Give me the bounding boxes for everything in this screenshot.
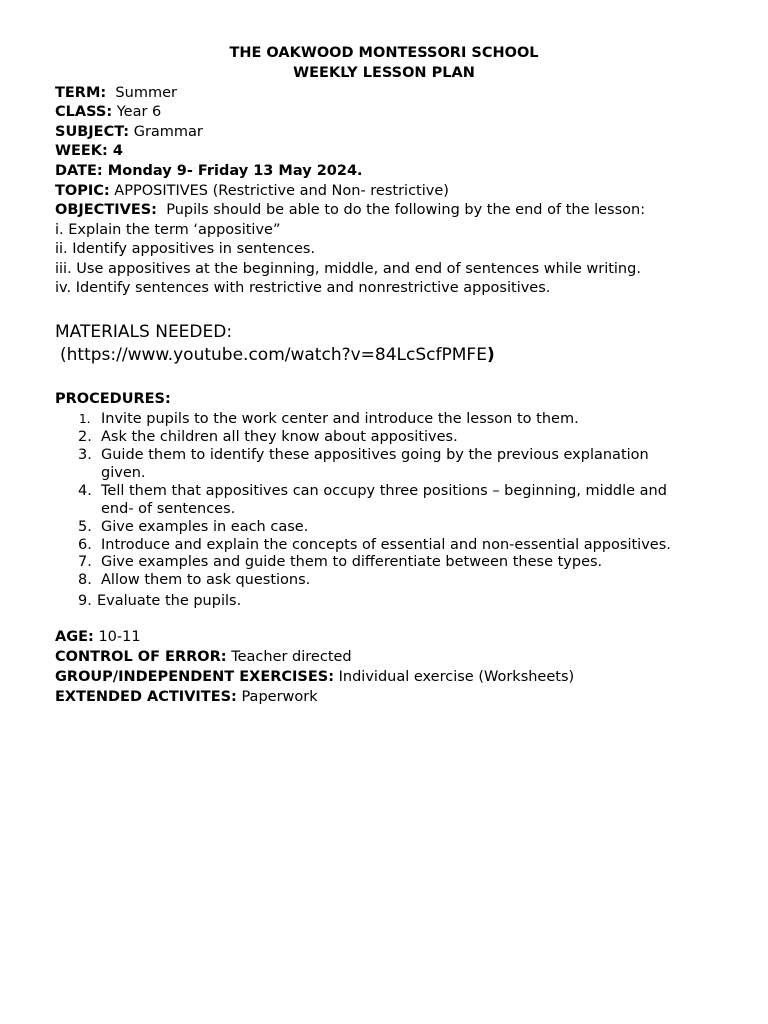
procedures-label: PROCEDURES: xyxy=(55,391,171,407)
group-label: GROUP/INDEPENDENT EXERCISES: xyxy=(55,669,335,685)
term-value: Summer xyxy=(115,85,177,101)
subject-value: Grammar xyxy=(133,124,203,140)
procedure-number: 3. xyxy=(78,447,92,463)
topic-row xyxy=(55,182,449,200)
control-value: Teacher directed xyxy=(231,649,352,665)
group-value: Individual exercise (Worksheets) xyxy=(338,669,575,685)
materials-close-paren: ) xyxy=(486,345,495,365)
objectives-value: Pupils should be able to do the following by the end of the lesson: xyxy=(166,202,646,218)
week-value: 4 xyxy=(112,143,123,159)
subject-label: SUBJECT: xyxy=(55,124,130,140)
extended-label: EXTENDED ACTIVITES: xyxy=(55,689,237,705)
procedure-number: 1. xyxy=(79,412,91,426)
class-label: CLASS: xyxy=(55,104,113,120)
topic-label: TOPIC: xyxy=(55,183,110,199)
week-label: WEEK: xyxy=(55,143,108,159)
term-row xyxy=(55,84,177,102)
extended-value: Paperwork xyxy=(241,689,318,705)
objective-item: ii. Identify appositives in sentences. xyxy=(55,241,316,257)
procedure-number: 7. xyxy=(78,554,92,570)
procedure-text: Evaluate the pupils. xyxy=(97,593,242,609)
procedure-text: Give examples and guide them to differentiate between these types. xyxy=(101,554,603,570)
objectives-row xyxy=(55,201,645,219)
materials-label: MATERIALS NEEDED: xyxy=(55,322,233,342)
procedure-number: 5. xyxy=(78,519,92,535)
procedure-number: 6. xyxy=(78,537,92,553)
date-row xyxy=(55,162,363,180)
objective-item: i. Explain the term ‘appositive” xyxy=(55,222,281,238)
materials-link-row xyxy=(60,344,495,366)
procedure-text-continued: given. xyxy=(101,465,146,481)
procedure-text: Guide them to identify these appositives going by the previous explanation xyxy=(101,447,649,463)
age-value: 10-11 xyxy=(98,629,141,645)
topic-value: APPOSITIVES (Restrictive and Non- restrictive) xyxy=(114,183,449,199)
date-value: Monday 9- Friday 13 May 2024. xyxy=(107,163,363,179)
procedure-text-continued: end- of sentences. xyxy=(101,501,236,517)
materials-link[interactable]: (https://www.youtube.com/watch?v=84LcScfPMFE xyxy=(60,345,487,365)
age-row xyxy=(55,628,141,646)
procedure-text: Allow them to ask questions. xyxy=(101,572,311,588)
date-label: DATE: xyxy=(55,163,103,179)
procedure-number: 4. xyxy=(78,483,92,499)
term-label: TERM: xyxy=(55,85,107,101)
procedure-text: Invite pupils to the work center and introduce the lesson to them. xyxy=(101,411,579,427)
extended-row xyxy=(55,688,318,706)
group-row xyxy=(55,668,574,686)
plan-title: WEEKLY LESSON PLAN xyxy=(293,65,475,81)
control-label: CONTROL OF ERROR: xyxy=(55,649,227,665)
subject-row xyxy=(55,123,203,141)
procedure-text: Give examples in each case. xyxy=(101,519,309,535)
procedure-number: 8. xyxy=(78,572,92,588)
objective-item: iii. Use appositives at the beginning, middle, and end of sentences while writing. xyxy=(55,261,641,277)
procedure-number: 9. xyxy=(78,593,92,609)
procedure-text: Ask the children all they know about appositives. xyxy=(101,429,458,445)
class-row xyxy=(55,103,161,121)
age-label: AGE: xyxy=(55,629,94,645)
control-row xyxy=(55,648,352,666)
procedure-text: Introduce and explain the concepts of essential and non-essential appositives. xyxy=(101,537,671,553)
class-value: Year 6 xyxy=(116,104,162,120)
week-row xyxy=(55,142,123,160)
procedure-text: Tell them that appositives can occupy three positions – beginning, middle and xyxy=(101,483,667,499)
objectives-label: OBJECTIVES: xyxy=(55,202,157,218)
procedure-number: 2. xyxy=(78,429,92,445)
school-title: THE OAKWOOD MONTESSORI SCHOOL xyxy=(229,45,539,61)
objective-item: iv. Identify sentences with restrictive and nonrestrictive appositives. xyxy=(55,280,551,296)
